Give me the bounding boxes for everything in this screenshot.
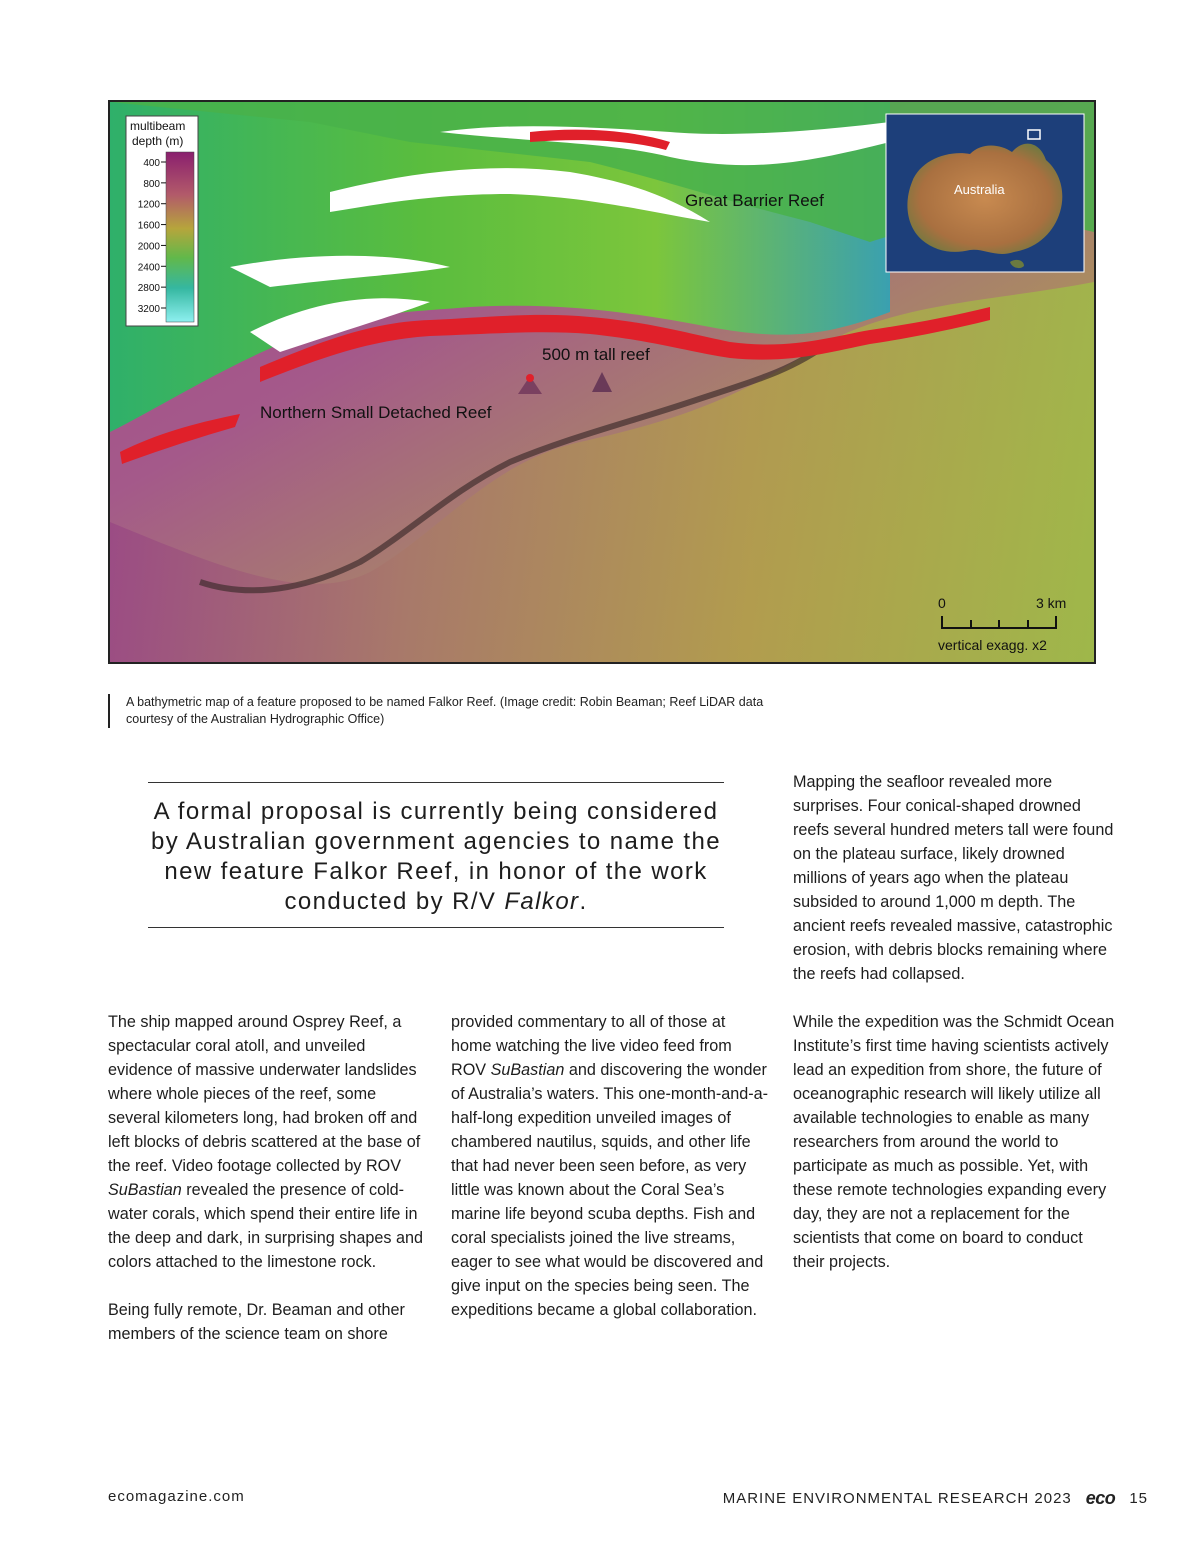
legend-title-line2: depth (m) bbox=[132, 134, 184, 148]
paragraph-text: The ship mapped around Osprey Reef, a spectacular coral atoll, and unveiled evidence of massive underwater landslides where whole pieces of the reef, some several kilometers long, had broken off and left blocks of debris scattered at the base of the reef. Video footage collected by ROV bbox=[108, 1013, 421, 1175]
legend-tick-label: 2800 bbox=[137, 283, 160, 295]
label-great-barrier-reef: Great Barrier Reef bbox=[685, 191, 824, 210]
label-tall-reef: 500 m tall reef bbox=[542, 345, 650, 364]
paragraph: While the expedition was the Schmidt Ocean Institute’s first time having scientists actively lead an expedition from shore, the future of oceanographic research will likely utilize all available technologies to enable as many researchers from around the world to participate as much as possible. Yet, with these remote technologies expanding every day, they are not a replacement for the scientists that come on board to conduct their projects. bbox=[793, 1013, 1115, 1271]
australia-inset-map bbox=[886, 114, 1084, 272]
legend-tick-label: 800 bbox=[143, 178, 160, 190]
pull-quote bbox=[148, 782, 724, 928]
legend-tick-label: 2400 bbox=[137, 262, 160, 274]
paragraph: Mapping the seafloor revealed more surprises. Four conical-shaped drowned reefs several hundred meters tall were found on the plateau surface, likely drowned millions of years ago when the plateau subsided to around 1,000 m depth. The ancient reefs revealed massive, catastrophic erosion, with debris blocks remaining where the reefs had collapsed. bbox=[793, 773, 1114, 983]
rov-name: SuBastian bbox=[490, 1061, 565, 1079]
legend-title-line1: multibeam bbox=[130, 119, 186, 133]
paragraph-text: revealed the presence of cold-water corals, which spend their entire life in the deep and dark, in surprising shapes and colors attached to the limestone rock. bbox=[108, 1181, 423, 1271]
legend-tick-label: 1200 bbox=[137, 199, 160, 211]
scale-note: vertical exagg. x2 bbox=[938, 637, 1047, 653]
paragraph-text: provided commentary to all of those at home watching the live video feed from ROV bbox=[451, 1013, 732, 1079]
figure-caption: A bathymetric map of a feature proposed to be named Falkor Reef. (Image credit: Robin Beaman; Reef LiDAR data courtesy of the Australian Hydrographic Office) bbox=[108, 694, 766, 728]
legend-tick-label: 400 bbox=[143, 158, 160, 169]
scale-end: 3 km bbox=[1036, 595, 1067, 611]
pull-quote-ship-name: Falkor bbox=[504, 888, 580, 915]
article-column-3 bbox=[793, 770, 1115, 1298]
paragraph bbox=[451, 1010, 769, 1322]
page-number: 15 bbox=[1129, 1490, 1148, 1507]
footer-issue-info bbox=[723, 1488, 1148, 1509]
footer-issue: MARINE ENVIRONMENTAL RESEARCH 2023 bbox=[722, 1490, 1072, 1507]
paragraph bbox=[108, 1010, 424, 1274]
legend-tick-label: 1600 bbox=[137, 220, 160, 232]
article-column-1 bbox=[108, 1010, 424, 1370]
footer-website[interactable]: ecomagazine.com bbox=[108, 1488, 245, 1505]
paragraph: Being fully remote, Dr. Beaman and other members of the science team on shore bbox=[108, 1301, 405, 1343]
eco-logo: eco bbox=[1085, 1488, 1116, 1508]
bathymetric-map bbox=[110, 102, 1094, 662]
legend-color-bar bbox=[166, 152, 194, 322]
paragraph-text: and discovering the wonder of Australia’s waters. This one-month-and-a-half-long expedition unveiled images of chambered nautilus, squids, and other life that had never been seen before, as very little was known about the Coral Sea’s marine life beyond scuba depths. Fish and coral specialists joined the live streams, eager to see what would be discovered and give input on the species being seen. The expeditions became a global collaboration. bbox=[451, 1061, 769, 1319]
pull-quote-end: . bbox=[579, 888, 588, 915]
bathymetric-map-figure bbox=[108, 100, 1096, 664]
rov-name: SuBastian bbox=[108, 1181, 182, 1199]
scale-start: 0 bbox=[938, 595, 946, 611]
depth-legend bbox=[126, 116, 198, 326]
drowned-reef-cone bbox=[526, 374, 534, 382]
article-column-2 bbox=[451, 1010, 769, 1346]
legend-tick-label: 3200 bbox=[137, 304, 160, 315]
legend-tick-label: 2000 bbox=[137, 241, 160, 253]
inset-label-australia: Australia bbox=[954, 182, 1005, 197]
pull-quote-text: A formal proposal is currently being considered by Australian government agencies to name the new feature Falkor Reef, in honor of the work conducted by R/V bbox=[151, 798, 721, 915]
label-northern-reef: Northern Small Detached Reef bbox=[260, 403, 492, 422]
